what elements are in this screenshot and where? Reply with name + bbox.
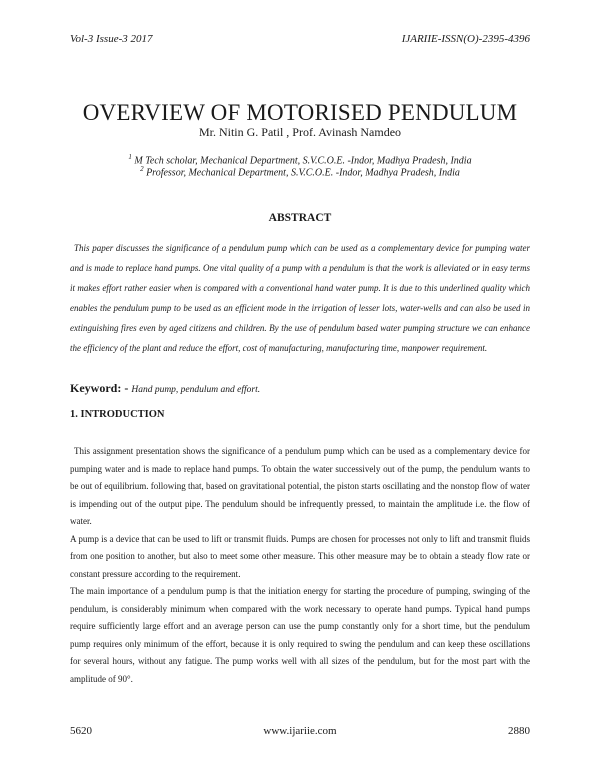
paragraph: A pump is a device that can be used to lift or transmit fluids. Pumps are chosen for processes not only to lift and transmit fluids from one position to another, but also to meet some other measure. This other measure may be to obtain a steady flow rate or constant pressure according to the requirement. [70, 533, 530, 579]
affiliation-mark: 2 [140, 165, 144, 173]
abstract-text: This paper discusses the significance of a pendulum pump which can be used as a complementary device for pumping water and is made to replace hand pumps. One vital quality of a pump with a pendulum is that the work is alleviated or in easy terms it makes effort rather easier when is compared with a conventional hand water pump. It is due to this underlined quality which enables the pendulum pump to be used as an efficient mode in the irrigation of lesser lots, water-wells and can also be used in extinguishing fires even by aged citizens and children. By the use of pendulum based water pumping structure we can enhance the efficiency of the plant and reduce the effort, cost of manufacturing, manufacturing time, manpower requirement. [70, 243, 530, 353]
authors: Mr. Nitin G. Patil , Prof. Avinash Namdeo [198, 125, 402, 139]
keyword-label: Keyword: - [70, 381, 129, 395]
introduction-body [70, 443, 530, 688]
keywords [70, 381, 530, 396]
affiliation-mark: 1 [128, 153, 132, 161]
page-number: 2880 [508, 725, 530, 737]
affiliation-2 [0, 165, 600, 178]
website-link[interactable]: www.ijariie.com [263, 725, 337, 737]
affiliation-text: M Tech scholar, Mechanical Department, S.V.C.O.E. -Indor, Madhya Pradesh, India [134, 155, 472, 167]
paragraph: This assignment presentation shows the significance of a pendulum pump which can be used as a complementary device for pumping water and is made to replace hand pumps. To obtain the water successively out of the pump, the pendulum wants to be out of equilibrium. following that, based on gravitational potential, the piston starts oscillating and the nonstop flow of water is impending out of the output pipe. The pendulum should be infrequently pressed, to maintain the amplitude i.e. the flow of water. [70, 446, 530, 526]
keyword-text: Hand pump, pendulum and effort. [131, 385, 261, 395]
abstract-heading: ABSTRACT [268, 212, 332, 224]
paragraph: The main importance of a pendulum pump is that the initiation energy for starting the procedure of pumping, swinging of the pendulum, is considerably minimum when compared with the work necessary to operate hand pumps. Typical hand pumps require sufficiently large effort and an average person can use the pump constantly only for a short time, but the pendulum pump requires only minimum of the effort, because it is only required to swing the pendulum and can keep these oscillations for several hours, without any fatigue. The pump works well with all sizes of the pendulum, but for the most part with the amplitude of 90°. [70, 586, 530, 684]
issn: IJARIIE-ISSN(O)-2395-4396 [401, 33, 530, 45]
volume-issue: Vol-3 Issue-3 2017 [70, 33, 153, 45]
journal-number: 5620 [70, 725, 92, 737]
paper-title: OVERVIEW OF MOTORISED PENDULUM [82, 100, 518, 125]
section-heading: 1. INTRODUCTION [70, 409, 165, 420]
affiliation-text: Professor, Mechanical Department, S.V.C.O.E. -Indor, Madhya Pradesh, India [146, 167, 460, 179]
